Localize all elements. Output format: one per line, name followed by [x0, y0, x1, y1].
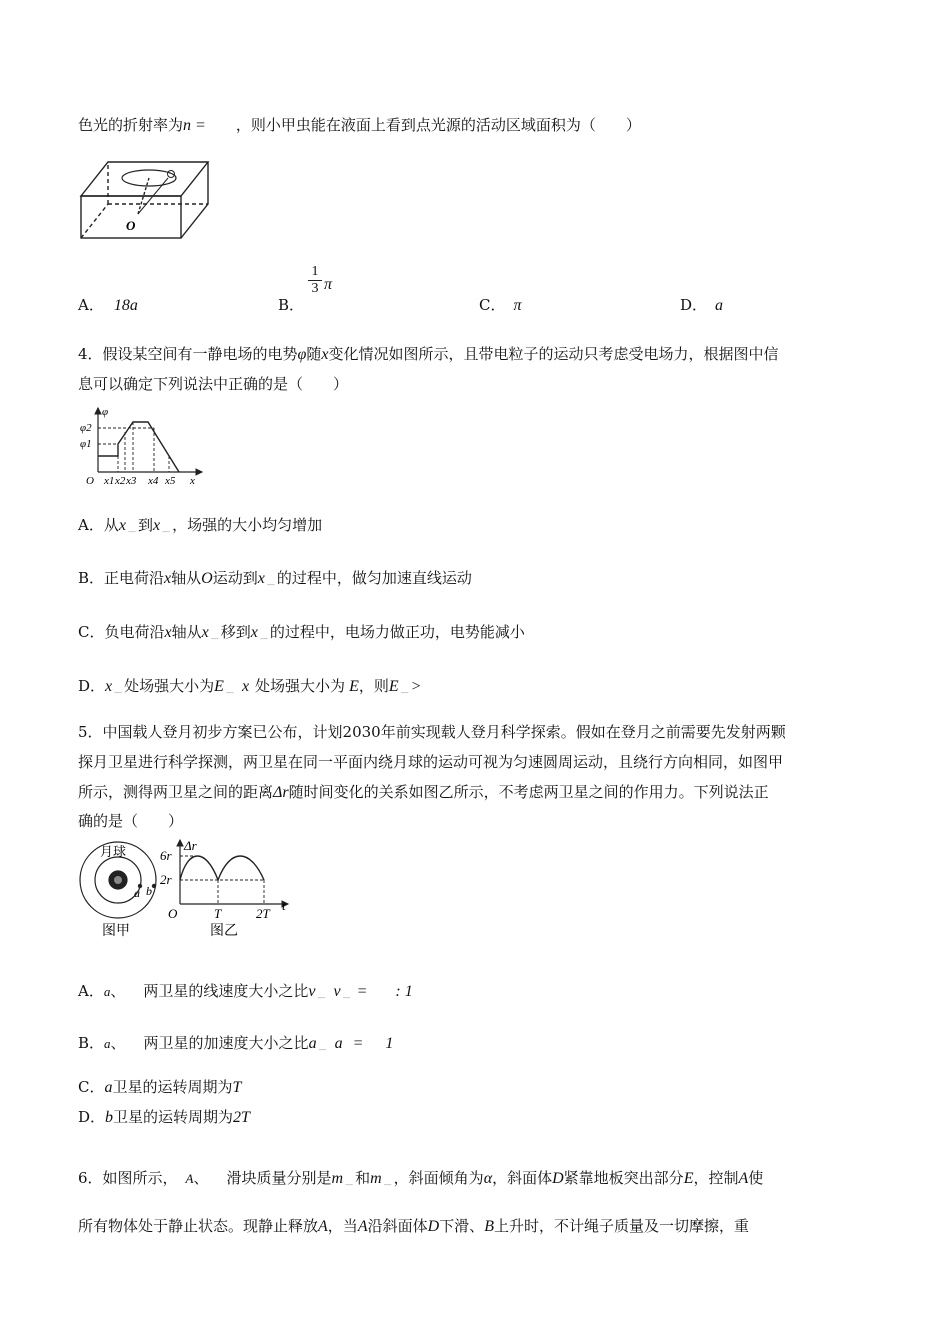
graph-phi2: φ2: [80, 422, 92, 434]
q3-line: 色光的折射率为n = ，则小甲虫能在液面上看到点光源的活动区域面积为（ ）: [78, 116, 641, 134]
q5-stem-line2: 探月卫星进行科学探测，两卫星在同一平面内绕月球的运动可视为匀速圆周运动，且绕行方向相同，如图甲: [78, 753, 784, 771]
figure-a-caption: 图甲: [102, 924, 130, 939]
q4-potential-graph: [78, 404, 208, 486]
q4-stem-line1: 4．假设某空间有一静电场的电势φ随x变化情况如图所示，且带电粒子的运动只考虑受电场力，根据图中信: [78, 345, 779, 363]
graph-tick-x5: x5: [165, 475, 176, 486]
q5-option-c: C．a卫星的运转周期为T: [78, 1078, 242, 1096]
math-n-eq: n =: [183, 117, 206, 134]
q4-option-b: B．正电荷沿x轴从O运动到x $_—$ 的过程中，做匀加速直线运动: [78, 569, 472, 589]
q5-stem-line1: 5．中国载人登月初步方案已公布，计划2030年前实现载人登月科学探索。假如在登月之前需要先发射两颗: [78, 723, 786, 741]
graph-tick-x3: x3: [126, 475, 137, 486]
graph-y-label: φ: [102, 406, 109, 418]
q3-option-c: C． π: [479, 296, 522, 314]
satellite-a-label: a: [134, 886, 140, 900]
graph-tick-x4: x4: [148, 475, 159, 486]
satellite-b-label: b: [146, 884, 152, 898]
graph-t2: 2T: [256, 906, 270, 921]
q3-box-figure: [78, 158, 213, 242]
q4-option-d: D．x $_—$ 处场强大小为E $_—$ x 处场强大小为 E，则E $_—$ >: [78, 677, 422, 697]
q5-option-b: B．a、 两卫星的加速度大小之比a $_—$ a = 1: [78, 1034, 394, 1054]
q4-option-a: A．从x $_—$ 到x $_—$ ，场强的大小均匀增加: [78, 516, 323, 536]
graph-y-2r: 2r: [160, 872, 172, 887]
q3-option-d: D． a: [680, 296, 724, 314]
graph-origin: O: [86, 475, 94, 486]
graph-x-label-t: t: [282, 898, 286, 913]
q4-option-c: C．负电荷沿x轴从x $_—$ 移到x $_—$ 的过程中，电场力做正功，电势能减小: [78, 623, 525, 643]
graph-y-6r: 6r: [160, 848, 172, 863]
graph-b-origin: O: [168, 906, 178, 921]
graph-x-label: x: [190, 475, 195, 486]
graph-y-label-dr: Δr: [184, 838, 197, 853]
q5-option-a: A．a、 两卫星的线速度大小之比v $_—$ v $_—$ = : 1: [78, 982, 413, 1002]
q3-option-b: B．: [278, 296, 305, 314]
figure-b-caption: 图乙: [210, 924, 238, 939]
moon-label: 月球: [100, 844, 127, 859]
q3-option-a: A． 18a: [78, 296, 138, 314]
q5-figure-b-graph: [158, 838, 293, 940]
q5-figure-a-orbits: [76, 840, 166, 940]
q3-option-b-fraction: 1 3 π: [308, 264, 338, 297]
q6-stem-line2: 所有物体处于静止状态。现静止释放A，当A沿斜面体D下滑、B上升时，不计绳子质量及一切摩擦，重: [78, 1217, 749, 1235]
graph-t1: T: [214, 906, 222, 921]
figure-label-o: O: [126, 218, 136, 233]
q5-stem-line4: 确的是（ ）: [78, 812, 184, 830]
graph-phi1: φ1: [80, 438, 92, 450]
q5-stem-line3: 所示，测得两卫星之间的距离Δr随时间变化的关系如图乙所示，不考虑两卫星之间的作用力。下列说法正: [78, 783, 769, 801]
q6-stem-line1: 6．如图所示， A、 滑块质量分别是m $_—$ 和m $_—$ ，斜面倾角为α，斜面体D紧靠地板突出部分E，控制A使: [78, 1169, 764, 1189]
graph-tick-x1: x1: [104, 475, 115, 486]
q5-option-d: D．b卫星的运转周期为2T: [78, 1108, 250, 1126]
graph-tick-x2: x2: [115, 475, 126, 486]
q4-stem-line2: 息可以确定下列说法中正确的是（ ）: [78, 375, 349, 393]
